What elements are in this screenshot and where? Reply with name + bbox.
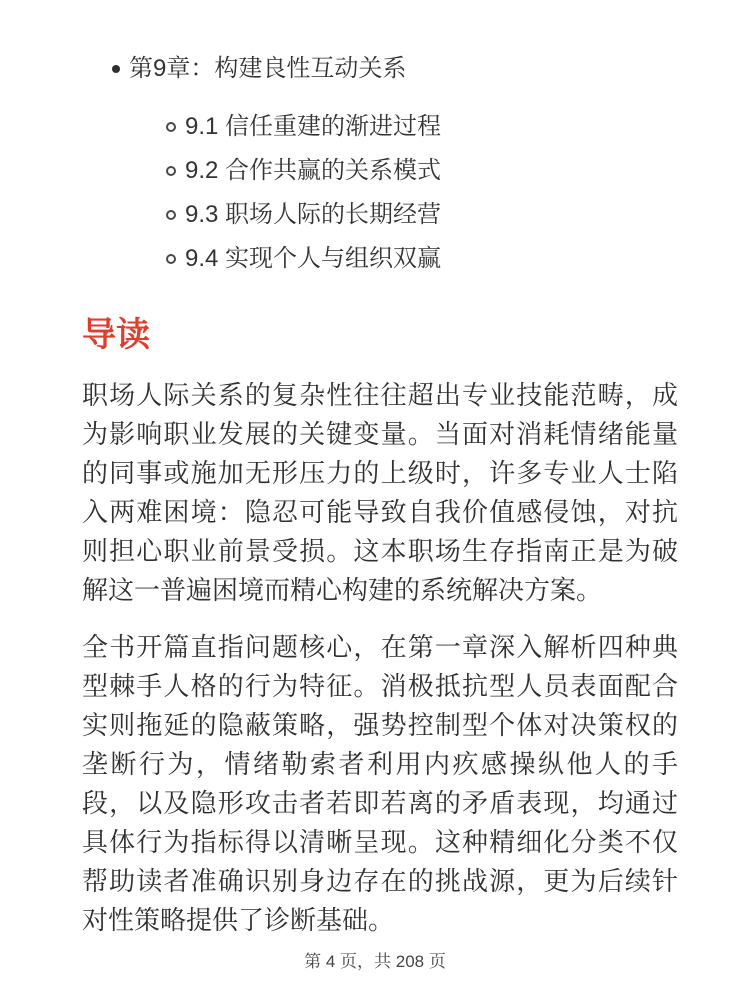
section-title: 9.2 合作共赢的关系模式 (185, 157, 442, 184)
bullet-icon (112, 65, 120, 73)
chapter-title: 第9章：构建良性互动关系 (129, 55, 407, 82)
chapter-item (82, 54, 678, 84)
circle-bullet-icon (166, 254, 176, 264)
circle-bullet-icon (166, 210, 176, 220)
circle-bullet-icon (166, 122, 176, 132)
intro-paragraph: 职场人际关系的复杂性往往超出专业技能范畴，成为影响职业发展的关键变量。当面对消耗情绪能量的同事或施加无形压力的上级时，许多专业人士陷入两难困境：隐忍可能导致自我价值感侵蚀，对抗则担心职业前景受损。这本职场生存指南正是为破解这一普遍困境而精心构建的系统解决方案。 (82, 380, 678, 605)
circle-bullet-icon (166, 166, 176, 176)
section-item (82, 156, 678, 186)
intro-paragraph: 全书开篇直指问题核心，在第一章深入解析四种典型棘手人格的行为特征。消极抵抗型人员表面配合实则拖延的隐蔽策略，强势控制型个体对决策权的垄断行为，情绪勒索者利用内疚感操纵他人的手段，以及隐形攻击者若即若离的矛盾表现，均通过具体行为指标得以清晰呈现。这种精细化分类不仅帮助读者准确识别身边存在的挑战源，更为后续针对性策略提供了诊断基础。 (82, 632, 678, 935)
section-title: 9.1 信任重建的渐进过程 (185, 113, 442, 140)
page-number-indicator: 第 4 页，共 208 页 (304, 952, 446, 971)
section-item (82, 200, 678, 230)
section-item (82, 244, 678, 274)
section-item (82, 112, 678, 142)
section-title: 9.4 实现个人与组织双赢 (185, 245, 442, 272)
section-title: 9.3 职场人际的长期经营 (185, 201, 442, 228)
intro-heading: 导读 (82, 316, 150, 354)
chapter-outline (82, 54, 678, 274)
